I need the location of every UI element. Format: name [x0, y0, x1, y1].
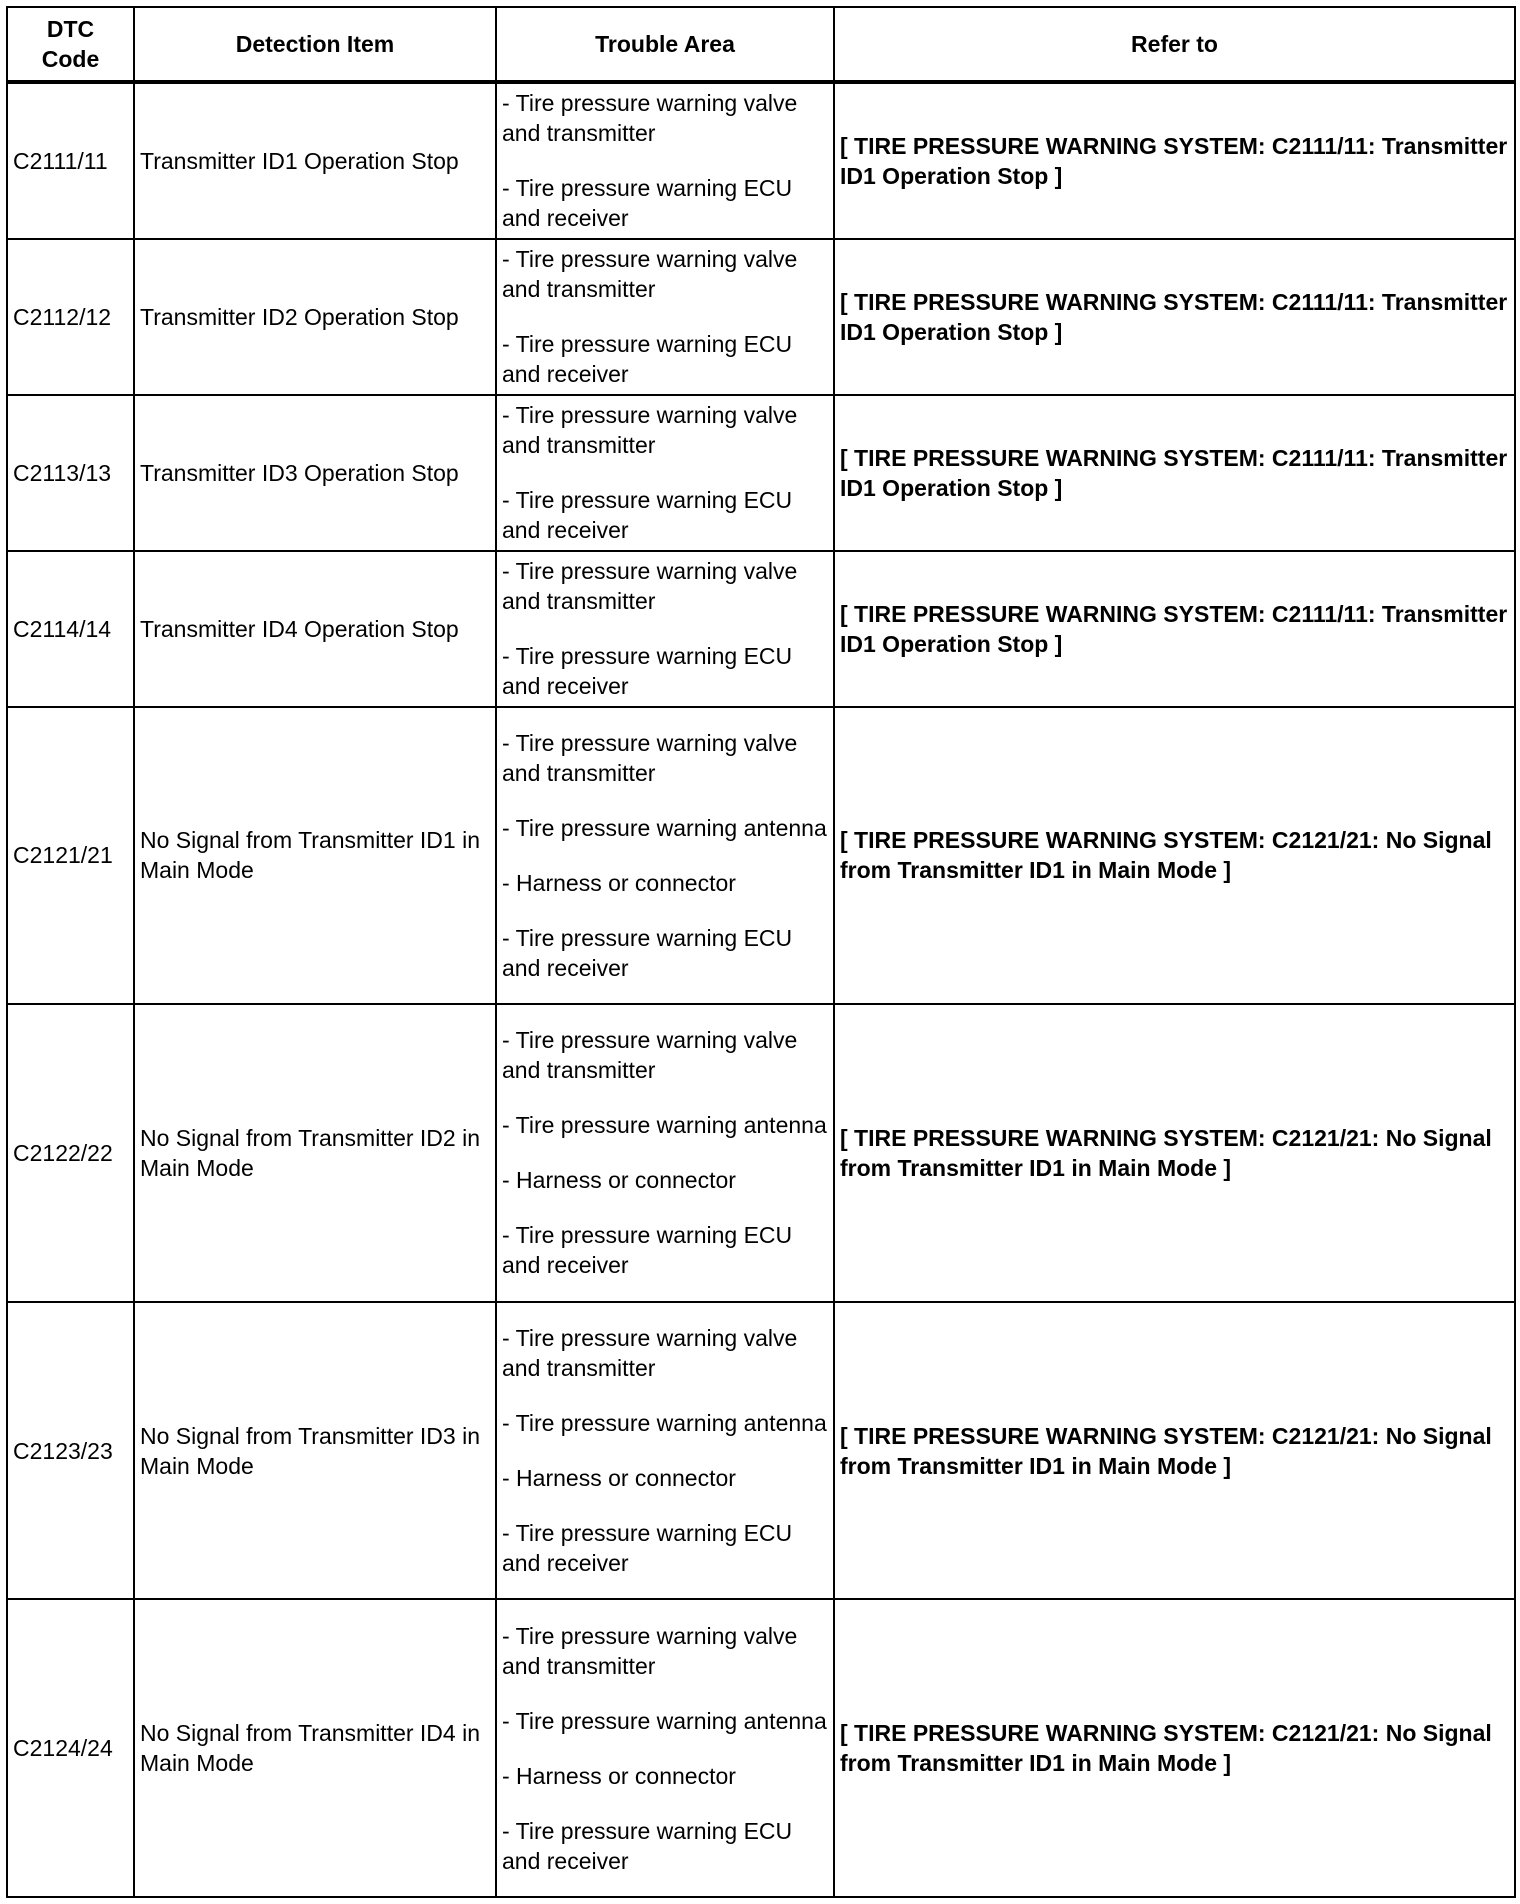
trouble-area-item: - Tire pressure warning ECU and receiver — [502, 1520, 793, 1576]
trouble-area-cell — [496, 551, 834, 707]
trouble-area-item: - Tire pressure warning ECU and receiver — [502, 1817, 793, 1874]
table-row — [7, 707, 1515, 1005]
trouble-area-cell — [496, 1302, 834, 1600]
header-dtc-code-line2: Code — [41, 46, 100, 72]
detection-item-cell: Transmitter ID1 Operation Stop — [134, 82, 496, 239]
refer-to-link[interactable]: [ TIRE PRESSURE WARNING SYSTEM: C2111/11: Transmitter ID1 Operation Stop ] — [834, 82, 1515, 239]
header-refer-to: Refer to — [834, 7, 1515, 82]
trouble-area-item: - Tire pressure warning antenna — [502, 1707, 827, 1734]
table-row — [7, 1302, 1515, 1600]
trouble-area-item: - Tire pressure warning valve and transmitter — [502, 90, 798, 147]
dtc-code-cell: C2111/11 — [7, 82, 134, 239]
trouble-area-item: - Harness or connector — [502, 1167, 736, 1194]
header-detection-item: Detection Item — [134, 7, 496, 82]
trouble-area-item: - Tire pressure warning ECU and receiver — [502, 487, 793, 544]
header-dtc-code — [7, 7, 134, 82]
detection-item-cell: Transmitter ID4 Operation Stop — [134, 551, 496, 707]
trouble-area-item: - Tire pressure warning antenna — [502, 1112, 827, 1139]
refer-to-link[interactable]: [ TIRE PRESSURE WARNING SYSTEM: C2111/11: Transmitter ID1 Operation Stop ] — [834, 395, 1515, 551]
trouble-area-item: - Tire pressure warning ECU and receiver — [502, 643, 793, 700]
trouble-area-item: - Tire pressure warning valve and transmitter — [502, 558, 798, 615]
dtc-code-cell: C2122/22 — [7, 1004, 134, 1302]
dtc-code-cell: C2112/12 — [7, 239, 134, 395]
detection-item-cell: No Signal from Transmitter ID2 in Main Mode — [134, 1004, 496, 1302]
trouble-area-item: - Tire pressure warning valve and transmitter — [502, 1622, 798, 1679]
dtc-code-cell: C2123/23 — [7, 1302, 134, 1600]
dtc-table — [6, 6, 1516, 1898]
refer-to-link[interactable]: [ TIRE PRESSURE WARNING SYSTEM: C2121/21: No Signal from Transmitter ID1 in Main Mode ] — [834, 1302, 1515, 1600]
dtc-code-cell: C2121/21 — [7, 707, 134, 1005]
refer-to-link[interactable]: [ TIRE PRESSURE WARNING SYSTEM: C2121/21: No Signal from Transmitter ID1 in Main Mode ] — [834, 707, 1515, 1005]
dtc-code-cell: C2114/14 — [7, 551, 134, 707]
trouble-area-item: - Tire pressure warning ECU and receiver — [502, 175, 793, 232]
trouble-area-item: - Tire pressure warning antenna — [502, 1410, 827, 1436]
table-row — [7, 82, 1515, 239]
trouble-area-item: - Harness or connector — [502, 869, 736, 896]
refer-to-link[interactable]: [ TIRE PRESSURE WARNING SYSTEM: C2111/11: Transmitter ID1 Operation Stop ] — [834, 551, 1515, 707]
trouble-area-item: - Tire pressure warning valve and transmitter — [502, 1325, 798, 1381]
trouble-area-item: - Tire pressure warning valve and transmitter — [502, 402, 798, 459]
detection-item-cell: No Signal from Transmitter ID4 in Main Mode — [134, 1599, 496, 1897]
header-row — [7, 7, 1515, 82]
header-trouble-area: Trouble Area — [496, 7, 834, 82]
trouble-area-cell — [496, 1599, 834, 1897]
dtc-code-cell: C2113/13 — [7, 395, 134, 551]
trouble-area-item: - Tire pressure warning ECU and receiver — [502, 331, 793, 388]
trouble-area-item: - Tire pressure warning antenna — [502, 814, 827, 841]
trouble-area-item: - Harness or connector — [502, 1465, 736, 1491]
dtc-code-cell: C2124/24 — [7, 1599, 134, 1897]
detection-item-cell: Transmitter ID3 Operation Stop — [134, 395, 496, 551]
table-row — [7, 1599, 1515, 1897]
trouble-area-item: - Tire pressure warning valve and transmitter — [502, 729, 798, 786]
trouble-area-cell — [496, 82, 834, 239]
trouble-area-item: - Tire pressure warning valve and transmitter — [502, 246, 798, 303]
refer-to-link[interactable]: [ TIRE PRESSURE WARNING SYSTEM: C2121/21: No Signal from Transmitter ID1 in Main Mode ] — [834, 1004, 1515, 1302]
trouble-area-item: - Tire pressure warning ECU and receiver — [502, 1222, 793, 1279]
table-row — [7, 1004, 1515, 1302]
trouble-area-item: - Tire pressure warning ECU and receiver — [502, 924, 793, 981]
trouble-area-cell — [496, 239, 834, 395]
trouble-area-item: - Tire pressure warning valve and transmitter — [502, 1027, 798, 1084]
table-row — [7, 551, 1515, 707]
trouble-area-cell — [496, 395, 834, 551]
detection-item-cell: No Signal from Transmitter ID1 in Main Mode — [134, 707, 496, 1005]
header-dtc-code-line1: DTC — [46, 16, 95, 42]
refer-to-link[interactable]: [ TIRE PRESSURE WARNING SYSTEM: C2111/11: Transmitter ID1 Operation Stop ] — [834, 239, 1515, 395]
table-row — [7, 239, 1515, 395]
trouble-area-item: - Harness or connector — [502, 1762, 736, 1789]
trouble-area-cell — [496, 707, 834, 1005]
detection-item-cell: No Signal from Transmitter ID3 in Main Mode — [134, 1302, 496, 1600]
detection-item-cell: Transmitter ID2 Operation Stop — [134, 239, 496, 395]
trouble-area-cell — [496, 1004, 834, 1302]
table-row — [7, 395, 1515, 551]
refer-to-link[interactable]: [ TIRE PRESSURE WARNING SYSTEM: C2121/21: No Signal from Transmitter ID1 in Main Mode ] — [834, 1599, 1515, 1897]
